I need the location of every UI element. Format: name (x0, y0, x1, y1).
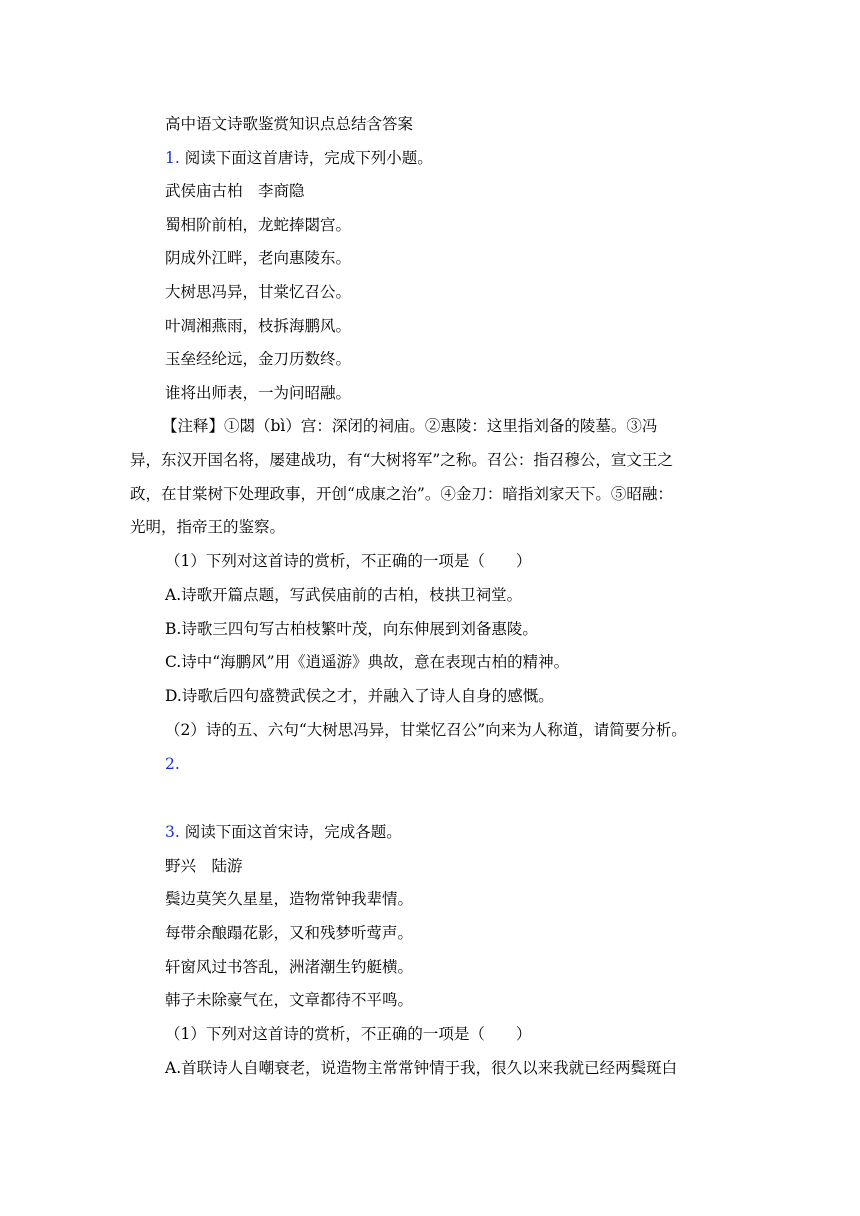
annotation-line: 光明，指帝王的鉴察。 (130, 518, 286, 536)
poem-line: 阴成外江畔，老向惠陵东。 (165, 249, 352, 267)
poem-line: 每带余酿蹋花影，又和残梦听莺声。 (165, 924, 414, 942)
question-2-header (165, 754, 180, 774)
option-c: C.诗中“海鹏风”用《逍遥游》典故，意在表现古柏的精神。 (165, 653, 570, 671)
annotation-line: 政，在甘棠树下处理政事，开创“成康之治”。④金刀：暗指刘家天下。⑤昭融： (130, 485, 673, 503)
option-d: D.诗歌后四句盛赞武侯之才，并融入了诗人自身的感慨。 (165, 687, 554, 705)
question-number: 3. (165, 823, 180, 841)
poem-line: 大树思冯异，甘棠忆召公。 (165, 283, 352, 301)
poem-line: 玉垒经纶远，金刀历数终。 (165, 350, 352, 368)
question-1-header (165, 148, 433, 168)
poem-line: 叶凋湘燕雨，枝拆海鹏风。 (165, 317, 352, 335)
poem-title: 武侯庙古柏 李商隐 (165, 182, 305, 200)
poem-line: 蜀相阶前柏，龙蛇捧閟宫。 (165, 216, 352, 234)
annotation-line: 异，东汉开国名将，屡建战功，有“大树将军”之称。召公：指召穆公，宣文王之 (130, 451, 673, 469)
option-b: B.诗歌三四句写古柏枝繁叶茂，向东伸展到刘备惠陵。 (165, 620, 538, 638)
question-number: 2. (165, 755, 180, 773)
question-number: 1. (165, 149, 180, 167)
sub-question-1: （1）下列对这首诗的赏析，不正确的一项是（ ） (165, 552, 532, 570)
sub-question-1: （1）下列对这首诗的赏析，不正确的一项是（ ） (165, 1025, 532, 1043)
poem-line: 鬓边莫笑久星星，造物常钟我辈情。 (165, 890, 414, 908)
question-3-header (165, 822, 402, 842)
document-title: 高中语文诗歌鉴赏知识点总结含答案 (165, 115, 414, 133)
poem-line: 轩窗风过书答乱，洲渚潮生钓艇横。 (165, 958, 414, 976)
poem-title: 野兴 陆游 (165, 857, 243, 875)
option-a: A.诗歌开篇点题，写武侯庙前的古柏，枝拱卫祠堂。 (165, 586, 523, 604)
option-a: A.首联诗人自嘲衰老，说造物主常常钟情于我，很久以来我就已经两鬓斑白 (165, 1059, 678, 1077)
annotation-line: 【注释】①閟（bì）宫：深闭的祠庙。②惠陵：这里指刘备的陵墓。③冯 (162, 417, 658, 435)
question-prompt: 阅读下面这首宋诗，完成各题。 (184, 823, 402, 841)
poem-line: 韩子未除豪气在，文章都待不平鸣。 (165, 991, 414, 1009)
poem-line: 谁将出师表，一为问昭融。 (165, 384, 352, 402)
question-prompt: 阅读下面这首唐诗，完成下列小题。 (184, 149, 433, 167)
sub-question-2: （2）诗的五、六句“大树思冯异，甘棠忆召公”向来为人称道，请简要分析。 (165, 721, 687, 739)
